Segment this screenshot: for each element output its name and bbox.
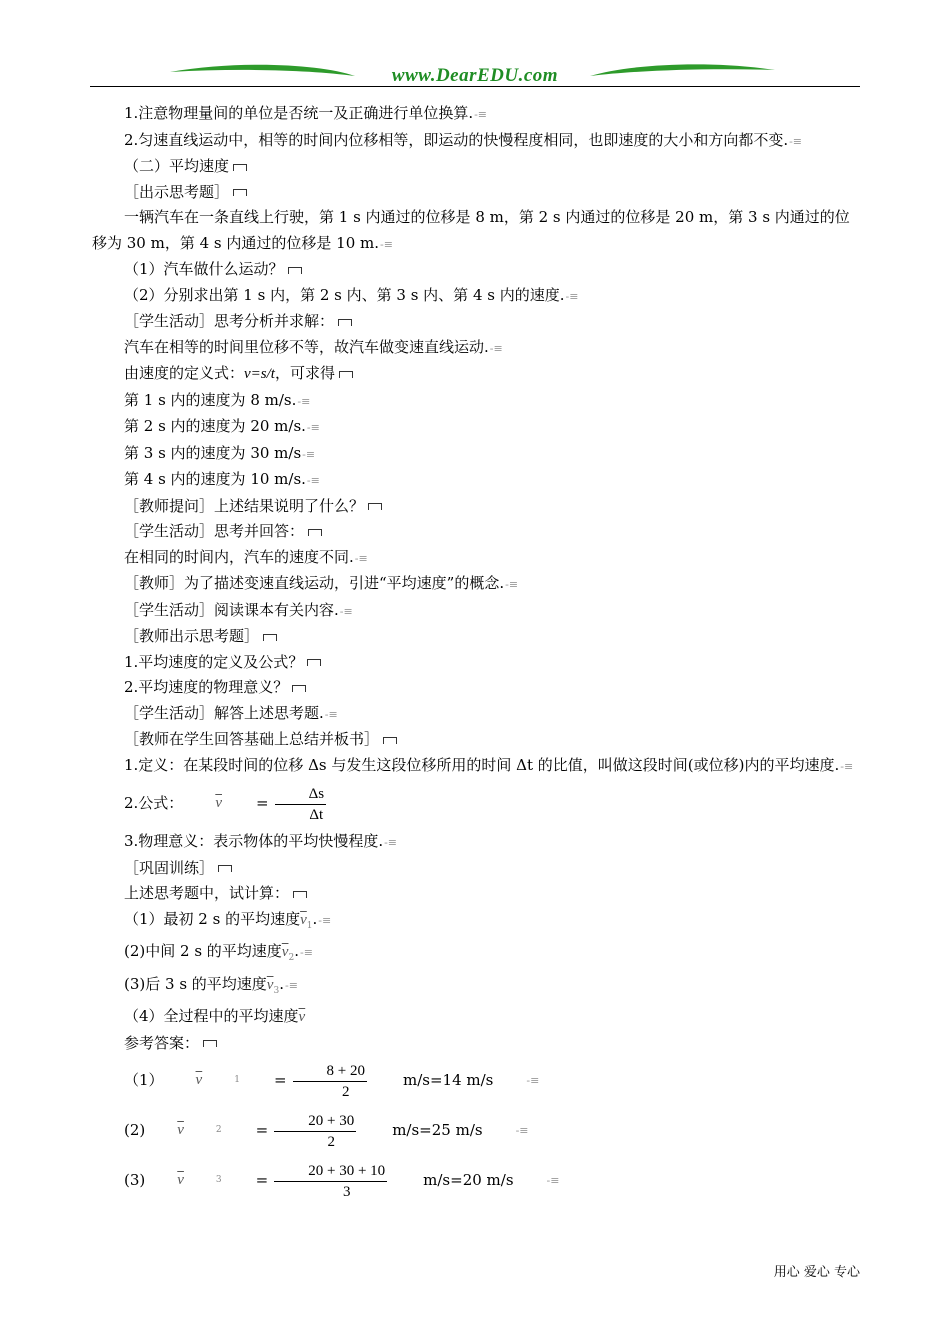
line-34: 参考答案： (92, 1031, 862, 1057)
answer-3: (3) $\overline{v}$ 3 = $\frac{20 + 30 + 10}{3}$ m/s=20 m/s -≡ (124, 1162, 560, 1200)
velocity-definition: v=s/t (244, 366, 275, 382)
line-23: ［学生活动］解答上述思考题.-≡ (124, 703, 338, 722)
line-32: (3)后 3 s 的平均速度$\overline{v}_3.-\equiv$ (124, 974, 298, 996)
page-header (90, 56, 860, 90)
line-7: （2）分别求出第 1 s 内，第 2 s 内、第 3 s 内、第 4 s 内的速度.-≡ (124, 285, 579, 304)
header-rule (90, 86, 860, 87)
line-30: （1）最初 2 s 的平均速度$\overline{v}_1.-\equiv$ (124, 909, 332, 931)
line-22: 2.平均速度的物理意义？ (92, 675, 862, 701)
answer-1: （1） $\overline{v}$ 1 = $\frac{8 + 20}{2}$ m/s=14 m/s -≡ (124, 1062, 540, 1100)
line-3: （二）平均速度 (92, 154, 862, 180)
fraction: $\frac{20 + 30}{2}$ (274, 1111, 356, 1152)
line-10: 由速度的定义式：v=s/t，可求得 (92, 361, 862, 388)
line-20: ［教师出示思考题］ (92, 624, 862, 650)
line-8: ［学生活动］思考分析并求解： (92, 309, 862, 335)
page-footer: 用心 爱心 专心 (773, 1265, 860, 1280)
document-body (92, 101, 862, 1206)
line-27: 3.物理意义：表示物体的平均快慢程度.-≡ (124, 832, 398, 850)
line-29: 上述思考题中，试计算： (92, 881, 862, 907)
brand-logo: www.DearEDU.com (391, 65, 559, 86)
line-31: (2)中间 2 s 的平均速度$\overline{v}_2.-\equiv$ (124, 942, 313, 963)
fraction: $\frac{\Delta s}{\Delta t}$ (275, 784, 326, 825)
line-11: 第 1 s 内的速度为 8 m/s.-≡ (124, 390, 311, 409)
line-21: 1.平均速度的定义及公式？ (92, 650, 862, 676)
fraction: $\frac{20 + 30 + 10}{3}$ (274, 1161, 387, 1202)
line-17: 在相同的时间内，汽车的速度不同.-≡ (124, 547, 368, 566)
mean-velocity-formula: 2.公式： $\overline{v}$ = $\frac{\Delta s}{\Delta t}$ (124, 785, 325, 823)
line-12: 第 2 s 内的速度为 20 m/s.-≡ (124, 417, 320, 435)
line-18: ［教师］为了描述变速直线运动，引进“平均速度”的概念.-≡ (124, 574, 519, 592)
line-16: ［学生活动］思考并回答： (92, 519, 862, 545)
line-15: ［教师提问］上述结果说明了什么？ (92, 494, 862, 520)
line-1: 1.注意物理量间的单位是否统一及正确进行单位换算.-≡ (124, 104, 488, 122)
line-24: ［教师在学生回答基础上总结并板书］ (92, 727, 862, 753)
line-6: （1）汽车做什么运动？ (92, 257, 862, 283)
line-9: 汽车在相等的时间里位移不等，故汽车做变速直线运动.-≡ (124, 337, 503, 356)
line-25: 1.定义：在某段时间的位移 Δs 与发生这段位移所用的时间 Δt 的比值，叫做这段时间(或位移)内的平均速度.-≡ (124, 755, 854, 774)
line-2: 2.匀速直线运动中，相等的时间内位移相等，即运动的快慢程度相同，也即速度的大小和方向都不变.-≡ (124, 130, 803, 149)
line-33: （4）全过程中的平均速度$\overline{v}$ (124, 1007, 306, 1025)
line-14: 第 4 s 内的速度为 10 m/s.-≡ (124, 470, 320, 488)
line-4: ［出示思考题］ (92, 180, 862, 206)
line-19: ［学生活动］阅读课本有关内容.-≡ (124, 600, 353, 619)
fraction: $\frac{8 + 20}{2}$ (293, 1061, 367, 1102)
line-5: 一辆汽车在一条直线上行驶，第 1 s 内通过的位移是 8 m，第 2 s 内通过的位移是 20 m，第 3 s 内通过的位移为 30 m，第 4 s 内通过的位移是 10 m.-≡ (92, 208, 850, 252)
line-28: ［巩固训练］ (92, 856, 862, 882)
line-13: 第 3 s 内的速度为 30 m/s-≡ (124, 443, 316, 462)
answer-2: (2) $\overline{v}$ 2 = $\frac{20 + 30}{2}$ m/s=25 m/s -≡ (124, 1112, 529, 1150)
